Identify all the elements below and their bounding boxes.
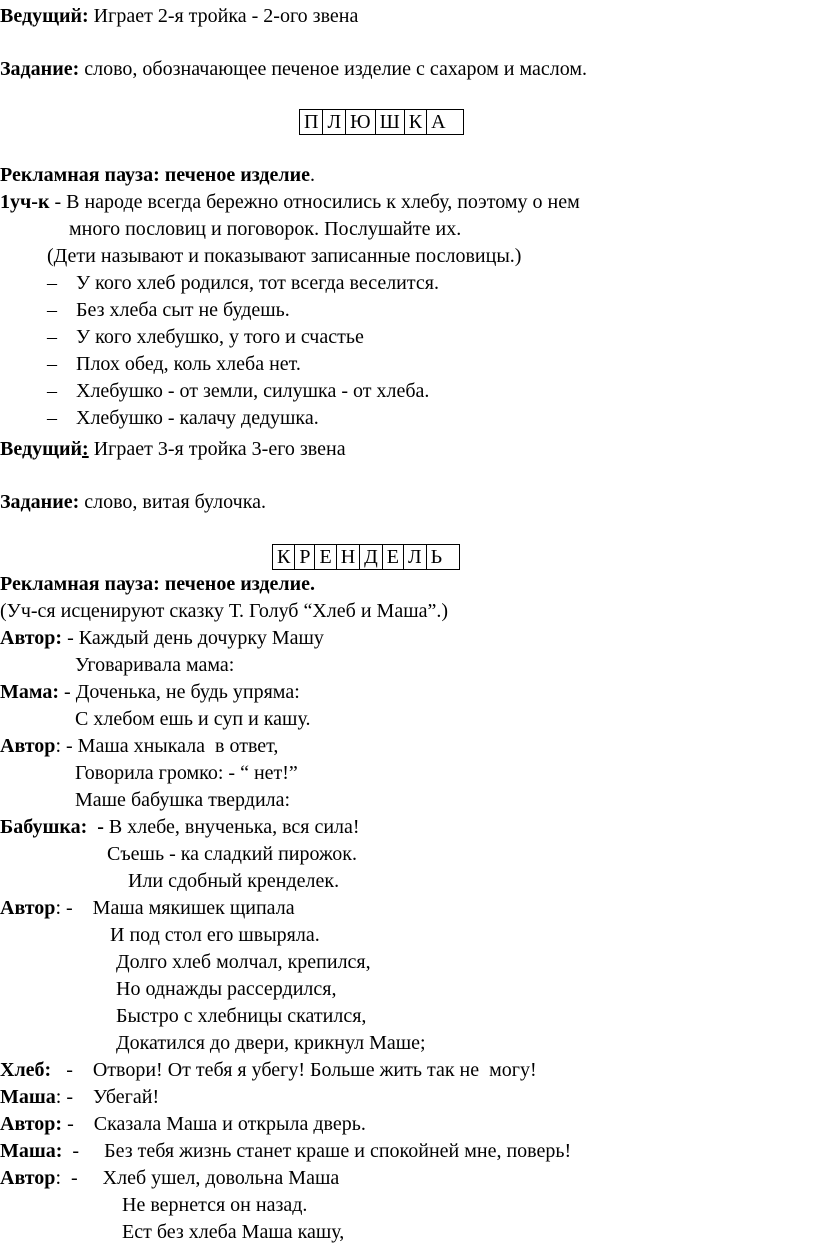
play-line: Но однажды рассердился, [116, 978, 337, 1000]
speaker: Автор [0, 1167, 56, 1189]
play-line: Автор: - Маша мякишек щипала [0, 897, 295, 919]
letter-cell: Н [336, 545, 359, 570]
answer-grid-2 [272, 544, 460, 570]
play-line: Быстро с хлебницы скатился, [116, 1005, 367, 1027]
proverbs-note: (Дети называют и показывают записанные пословицы.) [47, 245, 522, 267]
letter-cell: Ь [426, 545, 459, 570]
play-line: Автор: - Сказала Маша и открыла дверь. [0, 1113, 366, 1135]
proverb-item: – Хлебушко - калачу дедушка. [0, 406, 319, 430]
letter-cell: Д [360, 545, 383, 570]
play-line: Не вернется он назад. [122, 1194, 308, 1216]
speaker: Автор [0, 897, 56, 919]
proverb-item: – У кого хлеб родился, тот всегда веселится. [0, 271, 439, 295]
task-label: Задание: [0, 58, 80, 80]
play-line: Хлеб: - Отвори! От тебя я убегу! Больше жить так не могу! [0, 1059, 537, 1081]
task-text: слово, витая булочка. [79, 491, 266, 513]
speaker: Автор [0, 735, 56, 757]
dash-bullet: – [47, 380, 57, 402]
play-line: Или сдобный кренделек. [128, 870, 340, 892]
play-line: Маша: - Убегай! [0, 1086, 160, 1108]
ad-pause-1: Рекламная пауза: печеное изделие. [0, 164, 316, 186]
host-label: Ведущий: [0, 5, 89, 27]
letter-cell: К [273, 545, 295, 570]
play-line: Автор: - Хлеб ушел, довольна Маша [0, 1167, 340, 1189]
play-line: Маша: - Без тебя жизнь станет краше и спокойней мне, поверь! [0, 1140, 572, 1162]
letter-cell: Ш [375, 110, 404, 135]
play-line: Бабушка: - В хлебе, внученька, вся сила! [0, 816, 360, 838]
host-text: Играет 2-я тройка - 2-ого звена [88, 5, 359, 27]
play-line: Автор: - Маша хныкала в ответ, [0, 735, 279, 757]
task-line-2 [0, 490, 266, 514]
ad-pause-label: Рекламная пауза: печеное изделие [0, 164, 311, 186]
dash-bullet: – [47, 272, 57, 294]
play-line: И под стол его швыряла. [110, 924, 320, 946]
letter-cell: П [300, 110, 323, 135]
letter-cell: Ю [346, 110, 376, 135]
play-line: Маше бабушка твердила: [75, 789, 291, 811]
host-label: Ведущий [0, 438, 83, 460]
student-line: 1уч-к - В народе всегда бережно относились к хлебу, поэтому о нем [0, 191, 580, 213]
play-line: Говорила громко: - “ нет!” [75, 762, 298, 784]
dash-bullet: – [47, 299, 57, 321]
answer-grid-1 [299, 109, 464, 135]
play-line: С хлебом ешь и суп и кашу. [75, 708, 311, 730]
play-line: Уговаривала мама: [75, 654, 235, 676]
speaker: Бабушка: - [0, 816, 104, 838]
dash-bullet: – [47, 407, 57, 429]
student-line-cont: много пословиц и поговорок. Послушайте их. [69, 218, 462, 240]
proverb-item: – Плох обед, коль хлеба нет. [0, 352, 301, 376]
play-line: Ест без хлеба Маша кашу, [122, 1221, 345, 1243]
play-line: Автор: - Каждый день дочурку Машу [0, 627, 324, 649]
speaker: Автор: [0, 627, 63, 649]
play-line: Съешь - ка сладкий пирожок. [107, 843, 358, 865]
letter-cell: Л [323, 110, 346, 135]
letter-cell: Е [315, 545, 336, 570]
speaker: Маша [0, 1086, 56, 1108]
play-line: Долго хлеб молчал, крепился, [116, 951, 371, 973]
letter-cell: К [404, 110, 426, 135]
host-text: Играет 3-я тройка 3-его звена [88, 438, 346, 460]
dash-bullet: – [47, 326, 57, 348]
letter-cell: Л [404, 545, 427, 570]
letter-cell: А [427, 110, 464, 135]
dash-bullet: – [47, 353, 57, 375]
proverb-item: – Хлебушко - от земли, силушка - от хлеба. [0, 379, 429, 403]
student-label: 1уч-к [0, 191, 50, 213]
letter-cell: Р [295, 545, 315, 570]
play-intro: (Уч-ся исценируют сказку Т. Голуб “Хлеб и Маша”.) [0, 600, 449, 622]
task-line-1 [0, 57, 587, 81]
ad-pause-2: Рекламная пауза: печеное изделие. [0, 573, 316, 595]
proverb-item: – Без хлеба сыт не будешь. [0, 298, 290, 322]
task-text: слово, обозначающее печеное изделие с сахаром и маслом. [79, 58, 588, 80]
play-line: Докатился до двери, крикнул Маше; [116, 1032, 426, 1054]
letter-cell: Е [382, 545, 403, 570]
speaker: Автор: [0, 1113, 63, 1135]
host-line-1 [0, 4, 358, 28]
speaker: Мама: [0, 681, 60, 703]
play-line: Мама: - Доченька, не будь упряма: [0, 681, 300, 703]
host-line-2: Ведущий: Играет 3-я тройка 3-его звена [0, 438, 346, 460]
speaker: Хлеб: [0, 1059, 52, 1081]
proverb-item: – У кого хлебушко, у того и счастье [0, 325, 364, 349]
speaker: Маша: [0, 1140, 63, 1162]
task-label: Задание: [0, 491, 80, 513]
